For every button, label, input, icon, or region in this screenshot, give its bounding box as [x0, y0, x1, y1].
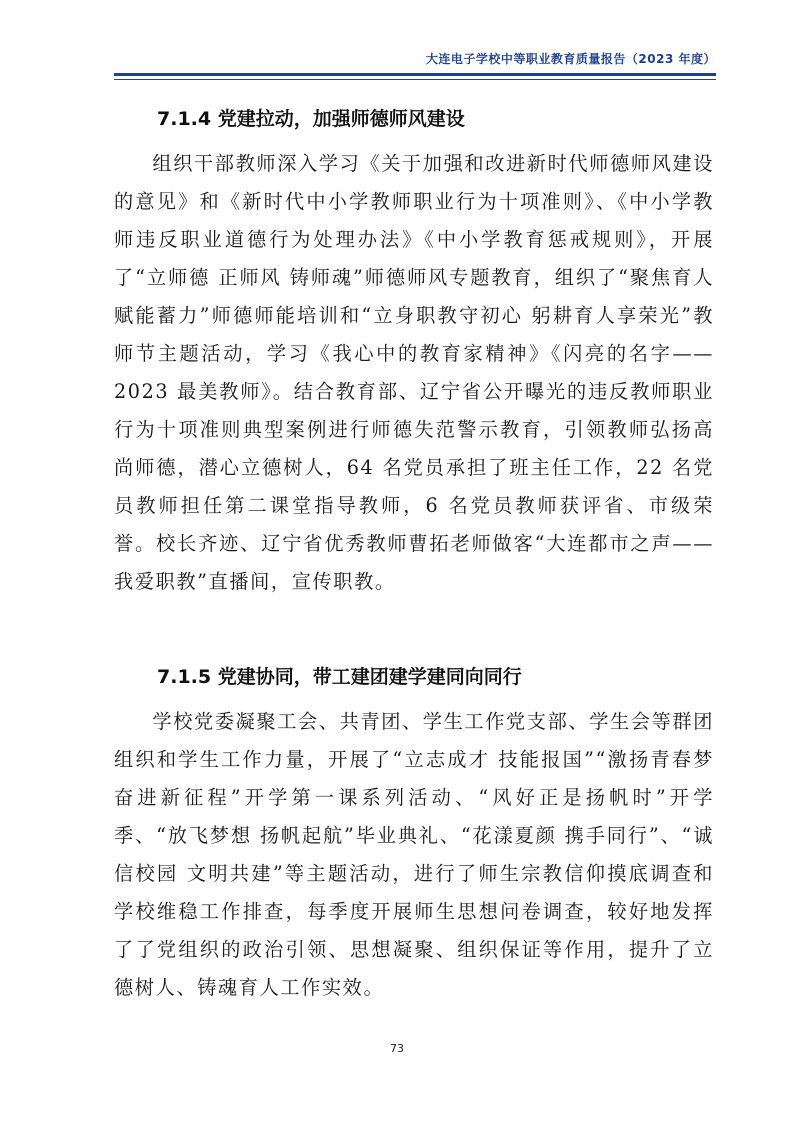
header-rule-thick [114, 73, 716, 76]
section-heading-7-1-4: 7.1.4 党建拉动，加强师德师风建设 [157, 108, 465, 130]
section-paragraph-7-1-4: 组织干部教师深入学习《关于加强和改进新时代师德师风建设的意见》和《新时代中小学教师职业行为十项准则》、《中小学教师违反职业道德行为处理办法》《中小学教育惩戒规则》，开展了“立师德 正师风 铸师魂”师德师风专题教育，组织了“聚焦育人 赋能蓄力”师德师能培训和“立身职教守初心 躬耕育人享荣光”教师节主题活动，学习《我心中的教育家精神》《闪亮的名字——2023 最美教师》。结合教育部、辽宁省公开曝光的违反教师职业行为十项准则典型案例进行师德失范警示教育，引领教师弘扬高尚师德，潜心立德树人，64 名党员承担了班主任工作，22 名党员教师担任第二课堂指导教师，6 名党员教师获评省、市级荣誉。校长齐迹、辽宁省优秀教师曹拓老师做客“大连都市之声——我爱职教”直播间，宣传职教。 [114, 152, 714, 593]
section-heading-7-1-5: 7.1.5 党建协同，带工建团建学建同向同行 [157, 666, 522, 688]
section-paragraph-7-1-5: 学校党委凝聚工会、共青团、学生工作党支部、学生会等群团组织和学生工作力量，开展了“立志成才 技能报国”“激扬青春梦 奋进新征程”开学第一课系列活动、“风好正是扬帆时”开学季、“放飞梦想 扬帆起航”毕业典礼、“花漾夏颜 携手同行”、“诚信校园 文明共建”等主题活动，进行了师生宗教信仰摸底调查和学校维稳工作排查，每季度开展师生思想问卷调查，较好地发挥了了党组织的政治引领、思想凝聚、组织保证等作用，提升了立德树人、铸魂育人工作实效。 [114, 710, 714, 999]
page-number: 73 [390, 1042, 404, 1055]
header-rule-thin [114, 79, 716, 80]
report-title: 大连电子学校中等职业教育质量报告（2023 年度） [425, 52, 716, 66]
